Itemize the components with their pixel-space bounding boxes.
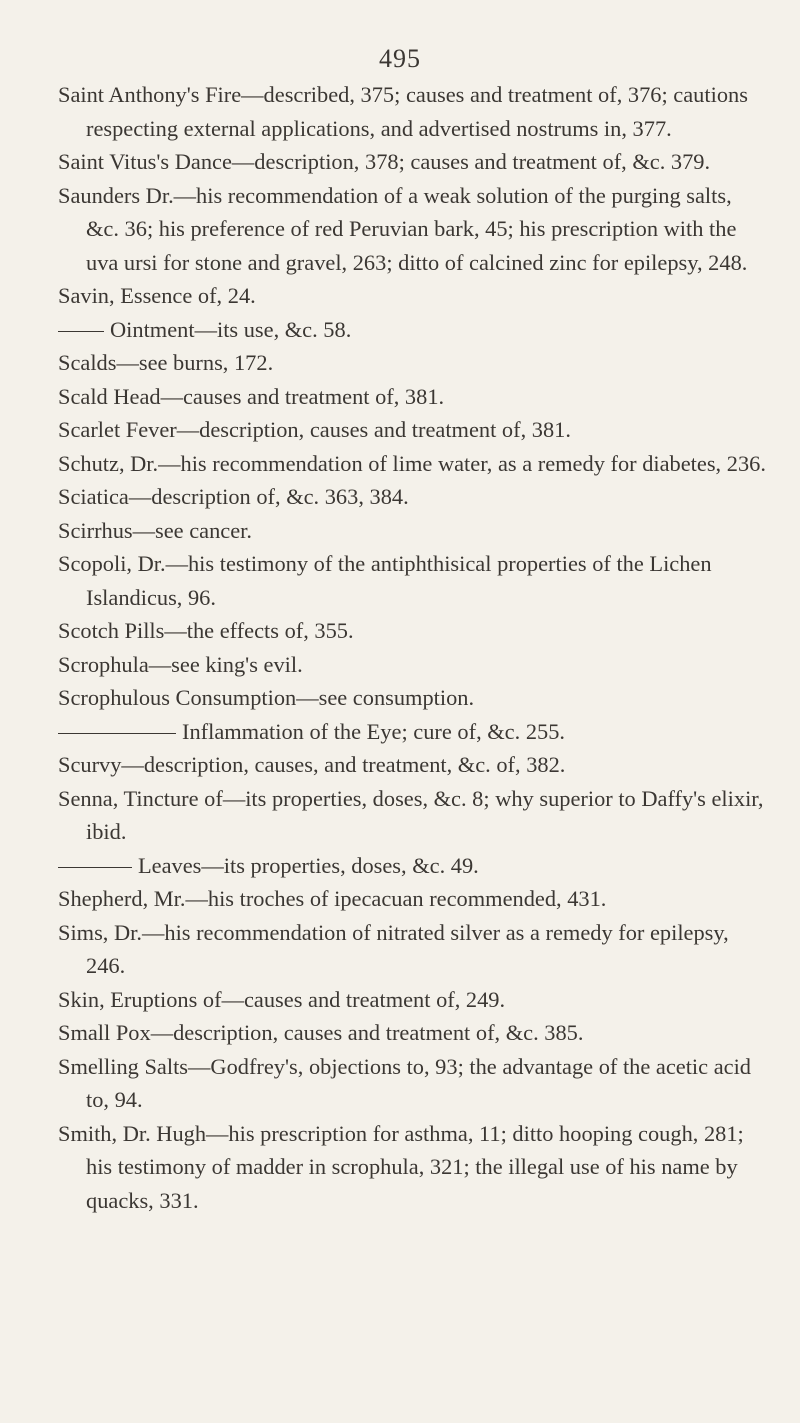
index-entry xyxy=(58,983,770,1017)
page-number: 495 xyxy=(379,44,421,73)
entry-text: Scopoli, Dr.—his testimony of the antiphthisical properties of the Lichen Islandicus, 96. xyxy=(58,551,712,610)
index-entry xyxy=(58,1117,770,1218)
index-entry xyxy=(58,916,770,983)
index-entry xyxy=(58,480,770,514)
entry-text: Scald Head—causes and treatment of, 381. xyxy=(58,383,445,409)
index-entry xyxy=(58,346,770,380)
index-entry xyxy=(58,614,770,648)
index-entry xyxy=(58,882,770,916)
entry-text: Scarlet Fever—description, causes and treatment of, 381. xyxy=(58,417,571,442)
index-entry xyxy=(58,715,770,749)
entry-text: Scirrhus—see cancer. xyxy=(58,517,252,543)
entry-text: Shepherd, Mr.—his troches of ipecacuan recommended, 431. xyxy=(58,886,607,911)
index-entry xyxy=(58,78,770,145)
ditto-rule xyxy=(58,867,132,868)
entry-text: Scalds—see burns, 172. xyxy=(58,350,274,375)
index-entries xyxy=(58,78,770,1217)
entry-text: Scrophulous Consumption—see consumption. xyxy=(58,685,475,710)
index-entry xyxy=(58,145,770,179)
index-entry xyxy=(58,279,770,313)
index-entry xyxy=(58,648,770,682)
index-entry xyxy=(58,447,770,481)
index-entry xyxy=(58,179,770,280)
ditto-rule xyxy=(58,733,176,734)
ditto-rule xyxy=(58,331,104,332)
entry-text: Schutz, Dr.—his recommendation of lime water, as a remedy for diabetes, 236. xyxy=(58,450,766,476)
entry-text: Smith, Dr. Hugh—his prescription for asthma, 11; ditto hooping cough, 281; his testimony of madder in scrophula, 321; the illegal use of his name by quacks, 331. xyxy=(58,1120,744,1213)
index-entry xyxy=(58,547,770,614)
entry-text: Saint Vitus's Dance—description, 378; causes and treatment of, &c. 379. xyxy=(58,149,711,174)
index-entry xyxy=(58,782,770,849)
entry-text: Saint Anthony's Fire—described, 375; causes and treatment of, 376; cautions respecting external applications, and advertised nostrums in, 377. xyxy=(58,82,748,141)
entry-text: Leaves—its properties, doses, &c. 49. xyxy=(138,852,479,878)
index-entry xyxy=(58,681,770,715)
index-entry xyxy=(58,380,770,414)
index-entry xyxy=(58,748,770,782)
index-entry xyxy=(58,514,770,548)
index-entry xyxy=(58,413,770,447)
index-entry xyxy=(58,849,770,883)
index-entry xyxy=(58,313,770,347)
entry-text: Scrophula—see king's evil. xyxy=(58,651,303,677)
entry-text: Sciatica—description of, &c. 363, 384. xyxy=(58,484,409,509)
entry-text: Small Pox—description, causes and treatment of, &c. 385. xyxy=(58,1020,584,1045)
index-entry xyxy=(58,1050,770,1117)
entry-text: Senna, Tincture of—its properties, doses, &c. 8; why superior to Daffy's elixir, ibid. xyxy=(58,785,764,844)
entry-text: Scotch Pills—the effects of, 355. xyxy=(58,618,354,643)
entry-text: Ointment—its use, &c. 58. xyxy=(110,316,352,342)
entry-text: Saunders Dr.—his recommendation of a weak solution of the purging salts, &c. 36; his preference of red Peruvian bark, 45; his prescription with the uva ursi for stone and gravel, 263; ditto of calcined zinc for epilepsy, 248. xyxy=(58,182,748,275)
entry-text: Savin, Essence of, 24. xyxy=(58,283,256,308)
entry-text: Inflammation of the Eye; cure of, &c. 255. xyxy=(182,718,566,744)
index-entry xyxy=(58,1016,770,1050)
entry-text: Scurvy—description, causes, and treatment, &c. of, 382. xyxy=(58,752,566,777)
entry-text: Skin, Eruptions of—causes and treatment of, 249. xyxy=(58,986,506,1012)
entry-text: Smelling Salts—Godfrey's, objections to, 93; the advantage of the acetic acid to, 94. xyxy=(58,1053,751,1112)
entry-text: Sims, Dr.—his recommendation of nitrated silver as a remedy for epilepsy, 246. xyxy=(58,919,729,978)
